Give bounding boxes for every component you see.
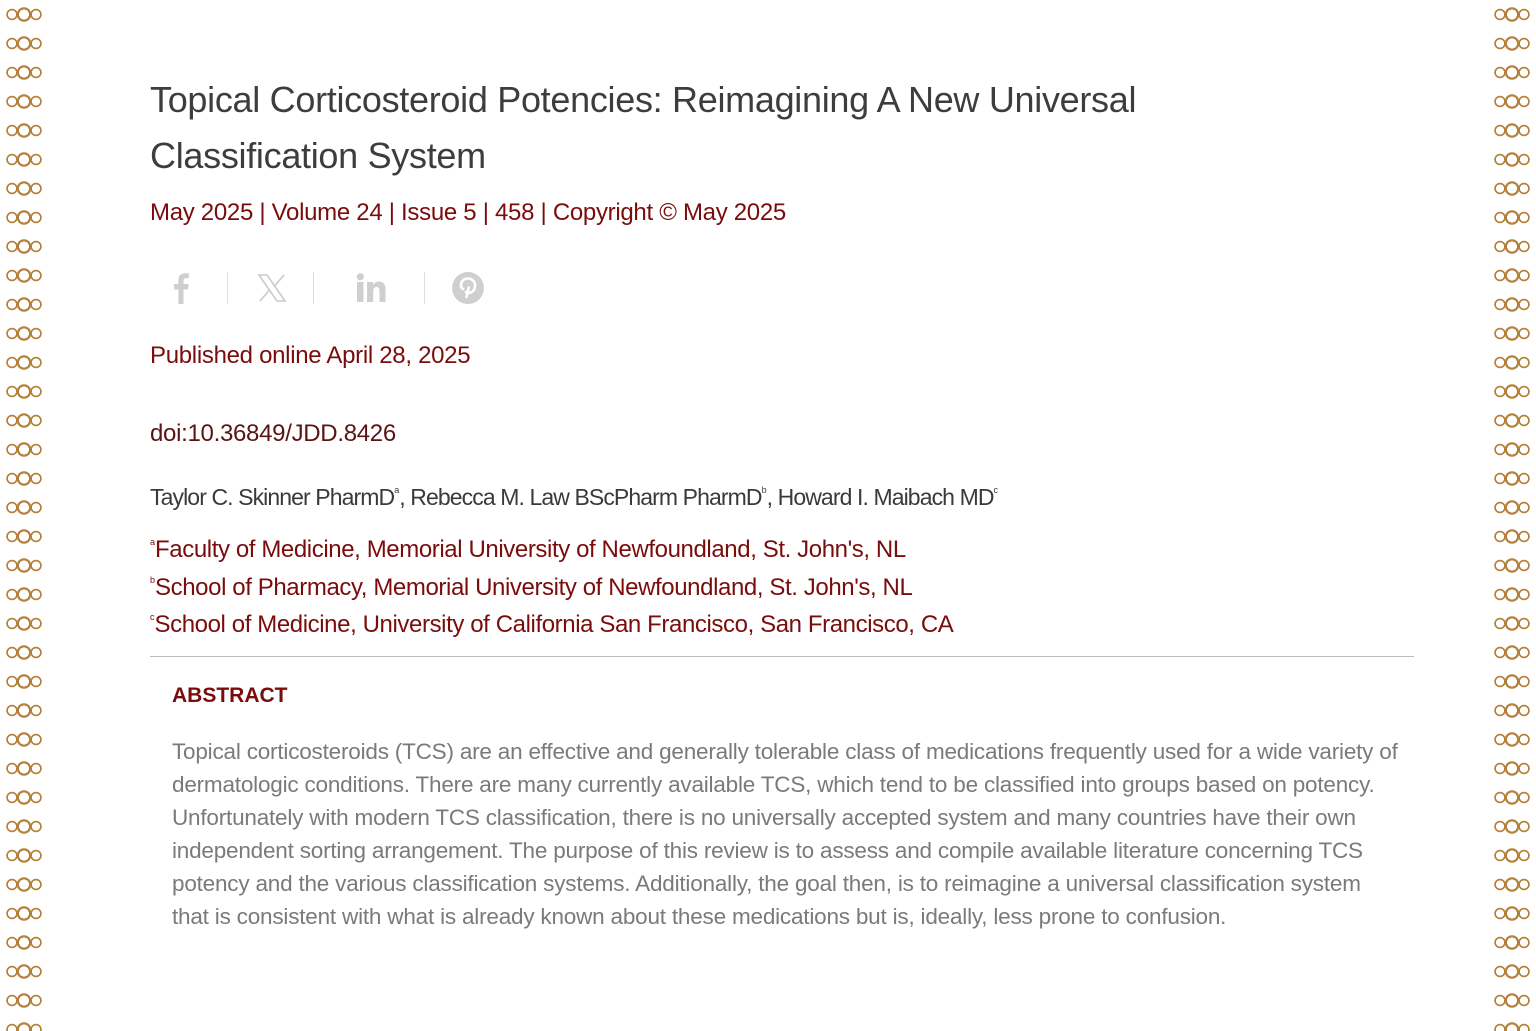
share-separator	[424, 272, 425, 304]
affiliation-marker: b	[150, 575, 156, 585]
affiliation-b	[150, 564, 912, 604]
author-list	[150, 474, 998, 513]
x-icon[interactable]	[250, 266, 294, 310]
abstract-text: Topical corticosteroids (TCS) are an effective and generally tolerable class of medications frequently used for a wide variety of dermatologic conditions. There are many currently available TCS, which tend to be classified into groups based on potency. Unfortunately with modern TCS classification, there is no universally accepted system and many countries have their own independent sorting arrangement. The purpose of this review is to assess and compile available literature concerning TCS potency and the various classification systems. Additionally, the goal then, is to reimagine a universal classification system that is consistent with what is already known about these medications but is, ideally, less prone to confusion.	[172, 739, 1398, 929]
section-divider	[150, 656, 1414, 657]
affiliation-marker: a	[150, 537, 156, 547]
affiliation-marker: c	[993, 485, 999, 495]
affiliation-text: School of Medicine, University of California San Francisco, San Francisco, CA	[154, 611, 954, 638]
affiliation-text: School of Pharmacy, Memorial University of Newfoundland, St. John's, NL	[155, 574, 913, 601]
share-separator	[313, 272, 314, 304]
author-name[interactable]: Rebecca M. Law BScPharm PharmD	[410, 484, 762, 510]
doi-link[interactable]: doi:10.36849/JDD.8426	[150, 420, 396, 447]
affiliation-c	[150, 601, 953, 641]
affiliation-marker: b	[761, 485, 767, 495]
share-bar	[150, 266, 510, 310]
affiliation-marker: c	[150, 612, 155, 622]
linkedin-icon[interactable]	[349, 266, 393, 310]
author-name[interactable]: Howard I. Maibach MD	[777, 484, 994, 510]
affiliation-text: Faculty of Medicine, Memorial University of Newfoundland, St. John's, NL	[155, 536, 906, 563]
author-separator: ,	[766, 484, 778, 510]
abstract-heading: ABSTRACT	[172, 684, 288, 707]
decorative-border-right	[1488, 0, 1536, 1031]
share-separator	[227, 272, 228, 304]
article-title: Topical Corticosteroid Potencies: Reimagining A New Universal Classification System	[150, 79, 1137, 176]
affiliation-a	[150, 526, 906, 566]
pinterest-icon[interactable]	[446, 266, 490, 310]
affiliation-marker: a	[394, 485, 400, 495]
issue-info: May 2025 | Volume 24 | Issue 5 | 458 | Copyright © May 2025	[150, 199, 786, 226]
author-separator: ,	[399, 484, 411, 510]
author-name[interactable]: Taylor C. Skinner PharmD	[150, 484, 395, 510]
published-date: Published online April 28, 2025	[150, 342, 471, 369]
decorative-border-left	[0, 0, 48, 1031]
facebook-icon[interactable]	[159, 266, 203, 310]
